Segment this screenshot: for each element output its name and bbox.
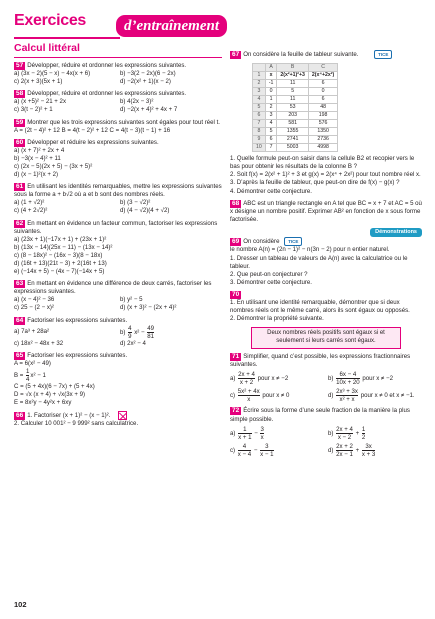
sheet-cell[interactable]: 3 [265, 112, 277, 120]
page-number: 102 [14, 600, 27, 609]
item-d: d) (x + 3)² − (2x + 4)² [120, 304, 177, 312]
sheet-row [253, 144, 338, 152]
denominator: 81 [147, 332, 155, 340]
item-d-label: d) [328, 392, 334, 400]
item-b-label: b) [328, 375, 334, 383]
sheet-cell[interactable]: 5 [265, 128, 277, 136]
item-a: a) (x +5)² − 21 + 2x [14, 98, 66, 106]
exercise-text: En mettant en évidence un facteur commun, factoriser les expressions suivantes. [14, 219, 218, 235]
sheet-cell[interactable]: 1350 [308, 128, 337, 136]
item-b-label: b) [328, 429, 334, 437]
item-a: a) 7a³ + 28a² [14, 328, 50, 336]
expr-B-rest: x² − 1 [30, 372, 46, 380]
exercise-72 [230, 407, 422, 457]
exercise-text: ABC est un triangle rectangle en A tel que BC = x + 7 et AC = 5 où x désigne un nombre positif. Exprimer AB² en fonction de x sous forme factorisée. [230, 199, 422, 223]
sheet-row [253, 128, 338, 136]
exercise-text: Factoriser les expressions suivantes. [27, 351, 128, 359]
expr-B [14, 368, 222, 383]
sheet-cell[interactable]: 0 [308, 88, 337, 96]
header-pill: d’entraînement [116, 15, 227, 37]
item-a: a) (x − 4)² − 36 [14, 296, 55, 304]
numerator: 3 [260, 443, 273, 451]
denominator: 2 [361, 433, 366, 441]
exercise-number: 63 [16, 280, 24, 288]
item-a-label: a) [230, 429, 236, 437]
denominator: x [247, 396, 251, 404]
numerator: 4 [128, 324, 132, 332]
exercise-number: 62 [16, 219, 24, 227]
item-b: b) (13x − 14)(25x − 11) − (13x − 14)² [14, 243, 113, 251]
exercise-60 [14, 139, 222, 179]
denominator: x + 3 [361, 450, 376, 458]
exercise-number: 72 [232, 407, 240, 415]
exercise-number: 71 [232, 353, 240, 361]
sheet-cell[interactable]: 6 [308, 96, 337, 104]
definition-line: le nombre A(n) = (2n − 1)² − n(3n − 2) pour n entier naturel. [230, 246, 390, 254]
question-2: 2. Que peut-on conjecturer ? [230, 270, 308, 278]
left-column [14, 42, 222, 429]
fraction [260, 426, 263, 441]
sheet-cell[interactable]: -1 [265, 80, 277, 88]
fraction [260, 443, 273, 458]
item-a: a) (1 + √2)² [14, 199, 45, 207]
question-4: 4. Démontrer cette conjecture. [230, 187, 312, 195]
fraction [238, 443, 251, 458]
expr-D: D = √x (x + 4) + √x(3x + 9) [14, 391, 86, 399]
tice-button[interactable]: TICE [284, 237, 302, 246]
item-d: d) $\frac{2x + 2}{2x - 1}$ + $\frac{3x}{x + 3}$ [328, 442, 376, 458]
expr-C: C = (5 + 4x)(6 − 7x) + (5 + 4x) [14, 382, 95, 390]
item-b: b) −3(2 − 2x)(6 − 2x) [120, 70, 176, 78]
condition: pour x ≠ −2 [362, 375, 394, 383]
sheet-cell[interactable]: 0 [265, 88, 277, 96]
sheet-cell[interactable]: 1355 [277, 128, 309, 136]
item-c: c) 3(t − 2)² + 1 [14, 106, 53, 114]
sheet-cell[interactable]: 4 [265, 120, 277, 128]
sheet-row-header: 9 [253, 136, 266, 144]
exercise-text: En utilisant les identités remarquables, mettre les expressions suivantes sous la forme a + b√2 où a et b sont des nombres réels. [14, 183, 222, 199]
spreadsheet [252, 63, 338, 152]
exercise-number: 59 [16, 118, 24, 126]
expr-B-label: B = [14, 372, 24, 380]
sheet-cell[interactable]: 53 [277, 104, 309, 112]
item-a [230, 371, 324, 386]
question-2: 2. Démontrer la propriété suivante. [230, 315, 324, 323]
item-c: c) 2(x + 3)(5x + 1) [14, 78, 63, 86]
denominator: x − 1 [260, 450, 274, 458]
numerator: 4 [238, 443, 251, 451]
sheet-cell[interactable]: 11 [277, 80, 309, 88]
condition: pour x ≠ 0 [262, 392, 290, 400]
question-1: 1. Quelle formule peut-on saisir dans la cellule B2 et recopier vers le bas pour obtenir les résultats de la colonne B ? [230, 155, 415, 171]
exercise-number: 60 [16, 138, 24, 146]
fraction [26, 368, 29, 383]
section-title: Calcul littéral [14, 42, 222, 58]
numerator: 3 [260, 425, 264, 433]
sheet-cell[interactable]: x [265, 72, 277, 80]
item-c: c) (4 + 2√2)² [14, 207, 48, 215]
exercise-58 [14, 90, 222, 114]
fraction [238, 371, 255, 386]
exercise-text: On considère la feuille de tableur suivante. [243, 51, 359, 59]
condition: pour x ≠ −2 [257, 375, 289, 383]
expr-E: E = 8x²y − 4y²x + 6xy [14, 399, 72, 407]
sheet-row-header: 6 [253, 112, 266, 120]
item-a: a) (23x + 1)(−17x + 1) + (23x + 1)² [14, 235, 107, 243]
sheet-row-header: 4 [253, 96, 266, 104]
item-d: d) 2x² − 4 [120, 339, 146, 347]
exercise-number: 61 [16, 183, 24, 191]
no-calculator-icon [118, 411, 127, 420]
sheet-column-header: C [308, 64, 337, 72]
item-c: c) 25 − (2 − x)² [14, 304, 54, 312]
denominator: 10x + 20 [336, 379, 360, 387]
sheet-column-header: A [265, 64, 277, 72]
item-e: e) (−14x + 5) − (4x − 7)(−14x + 5) [14, 268, 105, 276]
header-underline [14, 37, 120, 39]
item-d: d) (16t + 13)(21t − 3) + 2(16t + 13) [14, 260, 107, 268]
question-3: 3. Démontrer cette conjecture. [230, 278, 312, 286]
numerator: 3x [362, 443, 375, 451]
exercise-text: Développer et réduire les expressions suivantes. [27, 138, 159, 146]
fraction [128, 325, 131, 340]
item-d-label: d) [328, 446, 334, 454]
numerator: 2x + 2 [336, 442, 353, 450]
exercise-69 [230, 228, 422, 287]
item-b: b) −3(x − 4)² + 11 [14, 154, 61, 162]
exercise-number: 68 [232, 199, 240, 207]
sheet-cell[interactable]: 48 [308, 104, 337, 112]
sheet-row-header: 3 [253, 88, 266, 96]
exercise-number: 58 [16, 90, 24, 98]
sheet-cell[interactable]: 2736 [308, 136, 337, 144]
denominator: 2x − 1 [336, 450, 353, 458]
exercise-70 [230, 291, 422, 349]
sheet-row [253, 80, 338, 88]
exercise-65 [14, 352, 222, 407]
sheet-cell[interactable]: 6 [308, 80, 337, 88]
intro-text: On considère [243, 238, 280, 246]
item-d: d) (4 − √2)(4 + √2) [120, 207, 170, 215]
denominator: x + 2 [239, 379, 254, 387]
item-b: b) 4(2x − 3)² [120, 98, 154, 106]
fraction [147, 325, 154, 340]
item-c-label: c) [230, 446, 236, 454]
item-b: b) $\frac{2x + 4}{x - 2}$ + $\frac{1}{2}$ [328, 425, 366, 441]
item-c: c) $\frac{4}{x - 4}$ − $\frac{3}{x - 1}$ [230, 442, 274, 458]
sheet-cell[interactable]: 2(x²+1)²+3 [277, 72, 309, 80]
sheet-cell[interactable]: 5003 [277, 144, 309, 152]
sheet-row-header: 7 [253, 120, 266, 128]
item-b [328, 371, 422, 386]
page-header [0, 0, 435, 40]
sheet-row-header: 2 [253, 80, 266, 88]
numerator: 1 [361, 425, 366, 433]
sheet-cell[interactable]: 7 [265, 144, 277, 152]
fraction [336, 426, 353, 441]
sheet-row [253, 104, 338, 112]
numerator: 1 [26, 367, 30, 375]
item-d [328, 388, 422, 403]
exercise-59 [14, 119, 222, 135]
fraction [238, 426, 251, 441]
fraction [362, 426, 365, 441]
numerator: 6x − 4 [336, 371, 360, 379]
item-a: a) (3x − 2)(5 − x) − 4x(x + 6) [14, 70, 91, 78]
item-b: b) y² − 5 [120, 296, 143, 304]
exercise-text: Développer, réduire et ordonner les expressions suivantes. [27, 90, 187, 98]
exercise-text: Écrire sous la forme d’une seule fraction de la manière la plus simple possible. [230, 407, 410, 423]
question-3: 3. D’après la feuille de tableur, que peut-on dire de f(x) − g(x) ? [230, 179, 400, 187]
sheet-cell[interactable]: 6 [265, 136, 277, 144]
sheet-cell[interactable]: 2(x⁴+2x²) [308, 72, 337, 80]
expr-A: A = 6(x² − 49) [14, 359, 51, 367]
exercise-61 [14, 183, 222, 215]
denominator: x + 1 [238, 433, 252, 441]
condition: pour x ≠ 0 et x ≠ −1. [360, 392, 415, 400]
item-a: a) (x + 7)² + 2x + 4 [14, 146, 65, 154]
sheet-cell[interactable]: 576 [308, 120, 337, 128]
item-a: a) $\frac{1}{x + 1}$ − $\frac{3}{x}$ [230, 425, 264, 441]
sheet-cell[interactable]: 1 [265, 96, 277, 104]
item-c: c) (8 − 18x)² − (16x − 3)(8 − 18x) [14, 251, 103, 259]
item-b-mid: x² − [134, 328, 145, 336]
exercise-text: En mettant en évidence une différence de deux carrés, factoriser les expressions suivantes. [14, 280, 212, 296]
item-b-label: b) [120, 328, 126, 336]
exercise-67 [230, 50, 422, 196]
sheet-header-row [253, 64, 338, 72]
exercise-63 [14, 280, 222, 312]
exercise-number: 70 [232, 290, 240, 298]
sheet-row [253, 96, 338, 104]
sheet-row-header: 8 [253, 128, 266, 136]
sheet-cell[interactable]: 5 [277, 88, 309, 96]
denominator: x [260, 433, 264, 441]
sheet-cell[interactable]: 203 [277, 112, 309, 120]
sheet-cell[interactable]: 4998 [308, 144, 337, 152]
exercise-number: 67 [232, 51, 240, 59]
item-d: d) −2(x + 4)² + 4x + 7 [120, 106, 178, 114]
exercise-text: Développer, réduire et ordonner les expressions suivantes. [27, 61, 187, 69]
exercise-62 [14, 220, 222, 277]
sheet-column-header [253, 64, 266, 72]
sheet-row [253, 88, 338, 96]
sheet-row-header: 1 [253, 72, 266, 80]
expressions-line: A = (2t − 4)² + 12 B = 4(t − 2)² + 12 C = 4(t − 3)(t − 1) + 16 [14, 126, 171, 134]
tice-button[interactable]: TICE [374, 50, 392, 59]
sheet-row [253, 120, 338, 128]
question-2: 2. Calculer 10 001² − 9 999² sans calculatrice. [14, 420, 139, 428]
denominator: 4 [26, 375, 30, 383]
fraction [336, 443, 353, 458]
numerator: 2x + 4 [336, 425, 353, 433]
sheet-row [253, 136, 338, 144]
sheet-cell[interactable]: 2 [265, 104, 277, 112]
property-box: Deux nombres réels positifs sont égaux si et seulement si leurs carrés sont égaux. [251, 327, 401, 349]
exercise-text: Montrer que les trois expressions suivantes sont égales pour tout réel t. [27, 118, 220, 126]
exercise-text: Factoriser les expressions suivantes. [27, 316, 128, 324]
exercise-66 [14, 411, 222, 428]
exercise-68 [230, 200, 422, 224]
numerator: 2x + 4 [238, 371, 255, 379]
item-a-label: a) [230, 375, 236, 383]
fraction [336, 388, 358, 403]
exercise-57 [14, 62, 222, 86]
right-column [230, 50, 422, 458]
exercise-number: 65 [16, 351, 24, 359]
item-b [120, 325, 222, 340]
fraction [238, 388, 260, 403]
exercise-number: 69 [232, 238, 240, 246]
sheet-row-header: 10 [253, 144, 266, 152]
exercise-number: 64 [16, 316, 24, 324]
question-1: 1. Factoriser (x + 1)² − (x − 1)². [27, 412, 111, 420]
exercise-number: 66 [16, 412, 24, 420]
sheet-row-header: 5 [253, 104, 266, 112]
item-c: c) (2x − 5)(2x + 5) − (3x + 5)² [14, 162, 93, 170]
sheet-row [253, 72, 338, 80]
question-1: 1. En utilisant une identité remarquable, démontrer que si deux nombres réels ont le même carré, alors ils sont égaux ou opposés. [230, 299, 410, 315]
fraction [336, 371, 360, 386]
denominator: x − 2 [337, 433, 352, 441]
item-c-label: c) [230, 392, 236, 400]
fraction [362, 443, 375, 458]
denominator: x − 4 [237, 450, 252, 458]
exercise-number: 57 [16, 61, 24, 69]
question-2: 2. Soit f(x) = 2(x² + 1)² + 3 et g(x) = 2(x⁴ + 2x²) pour tout nombre réel x. [230, 171, 421, 179]
numerator: 2x³ + 3x [336, 388, 358, 396]
denominator: 9 [128, 332, 132, 340]
item-c: c) 18x² − 48x + 32 [14, 339, 64, 347]
item-b: b) (3 − √2)² [120, 199, 151, 207]
numerator: 49 [147, 324, 155, 332]
question-1: 1. Dresser un tableau de valeurs de A(n) avec la calculatrice ou le tableur. [230, 254, 408, 270]
exercise-64 [14, 317, 222, 348]
denominator: x² + x [339, 396, 355, 404]
sheet-cell[interactable]: 198 [308, 112, 337, 120]
sheet-cell[interactable]: 2741 [277, 136, 309, 144]
demonstrations-badge: Démonstrations [370, 228, 422, 237]
exercise-71 [230, 353, 422, 403]
exercise-text: Simplifier, quand c’est possible, les expressions fractionnaires suivantes. [230, 353, 411, 369]
item-d: d) −2(x² + 1)(x − 2) [120, 78, 171, 86]
header-title: Exercices [14, 12, 87, 29]
item-c [230, 388, 324, 403]
numerator: 5x² + 4x [237, 388, 260, 396]
sheet-row [253, 112, 338, 120]
sheet-cell[interactable]: 11 [277, 96, 309, 104]
numerator: 1 [238, 426, 251, 434]
sheet-cell[interactable]: 581 [277, 120, 309, 128]
sheet-column-header: B [277, 64, 309, 72]
item-d: d) (x − 1)²(x + 2) [14, 171, 59, 179]
